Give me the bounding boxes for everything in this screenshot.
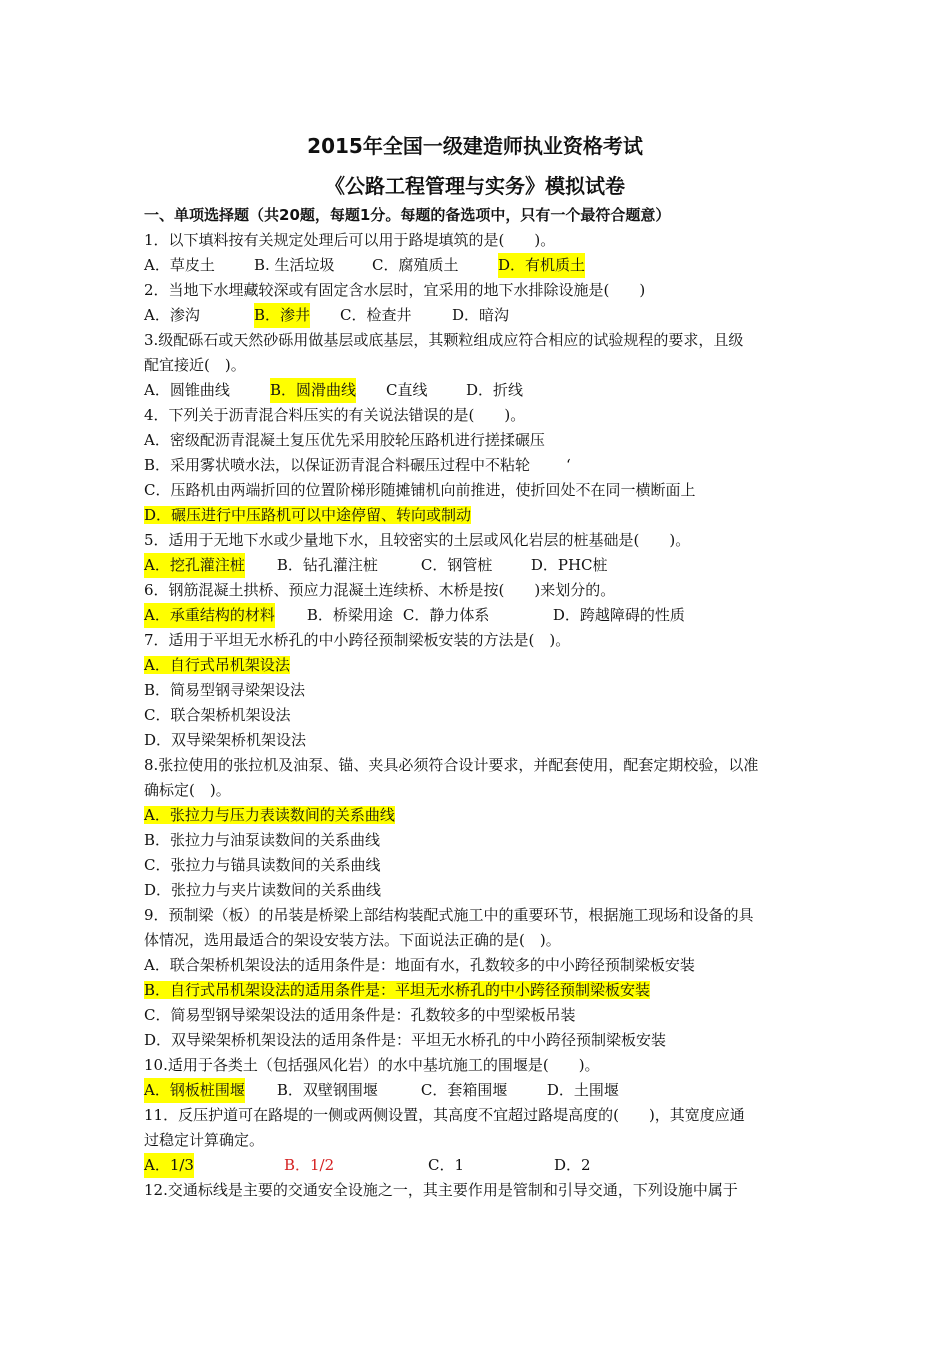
option-c: C．静力体系 bbox=[402, 606, 490, 624]
question-list bbox=[144, 203, 812, 1203]
question-stem: 11．反压护道可在路堤的一侧或两侧设置，其高度不宜超过路堤高度的( )，其宽度应通 bbox=[144, 1106, 745, 1124]
option-d: D．张拉力与夹片读数间的关系曲线 bbox=[144, 881, 382, 899]
question-stem: 9．预制梁（板）的吊装是桥梁上部结构装配式施工中的重要环节，根据施工现场和设备的具 bbox=[144, 906, 754, 924]
question-stem: 4．下列关于沥青混合料压实的有关说法错误的是( )。 bbox=[144, 406, 526, 424]
option-row bbox=[144, 553, 812, 578]
option-d: D．折线 bbox=[466, 381, 524, 399]
question-stem: 12.交通标线是主要的交通安全设施之一，其主要作用是管制和引导交通，下列设施中属于 bbox=[144, 1181, 738, 1199]
question-stem: 3.级配砾石或天然砂砾用做基层或底基层，其颗粒组成应符合相应的试验规程的要求，且级 bbox=[144, 331, 744, 349]
tick-mark: ‘ bbox=[566, 456, 571, 474]
option-c: C．钢管桩 bbox=[420, 556, 493, 574]
option-row bbox=[144, 603, 812, 628]
option-b: B．桥梁用途 bbox=[306, 606, 393, 624]
option-b: B．简易型钢寻梁架设法 bbox=[144, 681, 306, 699]
option-d: D．双导梁架桥机架设法 bbox=[144, 731, 307, 749]
option-d: D．土围堰 bbox=[546, 1081, 619, 1099]
option-row bbox=[144, 1153, 812, 1178]
question-stem: 8.张拉使用的张拉机及油泵、锚、夹具必须符合设计要求，并配套使用，配套定期校验，以准 bbox=[144, 756, 759, 774]
option-a-answer: A．张拉力与压力表读数间的关系曲线 bbox=[144, 806, 395, 824]
question-stem: 10.适用于各类土（包括强风化岩）的水中基坑施工的围堰是( )。 bbox=[144, 1056, 600, 1074]
question-stem-cont: 确标定( )。 bbox=[144, 781, 231, 799]
option-row bbox=[144, 378, 812, 403]
option-b: B．双壁钢围堰 bbox=[276, 1081, 378, 1099]
option-row bbox=[144, 303, 812, 328]
option-a-answer: A．钢板桩围堰 bbox=[144, 1078, 245, 1103]
option-c: C．腐殖质土 bbox=[372, 256, 459, 274]
option-a: A．草皮土 bbox=[144, 256, 215, 274]
option-d: D．暗沟 bbox=[452, 306, 510, 324]
option-d: D．PHC桩 bbox=[530, 556, 608, 574]
option-b: B．采用雾状喷水法，以保证沥青混合料碾压过程中不粘轮 ‘ bbox=[144, 456, 571, 474]
option-b-answer: B．圆滑曲线 bbox=[270, 378, 356, 403]
option-a: A．密级配沥青混凝土复压优先采用胶轮压路机进行搓揉碾压 bbox=[144, 431, 545, 449]
option-a-answer: A．自行式吊机架设法 bbox=[144, 656, 290, 674]
option-c: C．压路机由两端折回的位置阶梯形随摊铺机向前推进，使折回处不在同一横断面上 bbox=[144, 481, 696, 499]
question-stem-cont: 体情况，选用最适合的架设安装方法。下面说法正确的是( )。 bbox=[144, 931, 561, 949]
question-stem: 6．钢筋混凝土拱桥、预应力混凝土连续桥、木桥是按( )来划分的。 bbox=[144, 581, 616, 599]
option-a-answer: A．承重结构的材料 bbox=[144, 603, 275, 628]
question-stem-cont: 过稳定计算确定。 bbox=[144, 1131, 265, 1149]
option-c: C．1 bbox=[427, 1156, 465, 1174]
question-stem: 7．适用于平坦无水桥孔的中小跨径预制梁板安装的方法是( )。 bbox=[144, 631, 571, 649]
option-b-answer: B．渗井 bbox=[254, 303, 310, 328]
section-heading: 一、单项选择题（共20题，每题1分。每题的备选项中，只有一个最符合题意） bbox=[144, 206, 671, 224]
option-b: B．张拉力与油泵读数间的关系曲线 bbox=[144, 831, 381, 849]
option-b-answer: B．自行式吊机架设法的适用条件是：平坦无水桥孔的中小跨径预制梁板安装 bbox=[144, 981, 651, 999]
option-a: A．联合架桥机架设法的适用条件是：地面有水，孔数较多的中小跨径预制梁板安装 bbox=[144, 956, 695, 974]
option-a: A．圆锥曲线 bbox=[144, 381, 230, 399]
option-a-answer: A．挖孔灌注桩 bbox=[144, 553, 245, 578]
option-c: C．张拉力与锚具读数间的关系曲线 bbox=[144, 856, 381, 874]
option-b: B．钻孔灌注桩 bbox=[276, 556, 378, 574]
option-c: C．联合架桥机架设法 bbox=[144, 706, 291, 724]
option-b: B. 生活垃圾 bbox=[254, 256, 335, 274]
option-d-answer: D．有机质土 bbox=[498, 253, 585, 278]
option-c: C直线 bbox=[386, 381, 428, 399]
option-row bbox=[144, 1078, 812, 1103]
option-d-answer: D．碾压进行中压路机可以中途停留、转向或制动 bbox=[144, 506, 472, 524]
option-a: A．渗沟 bbox=[144, 306, 200, 324]
option-d: D．跨越障碍的性质 bbox=[552, 606, 685, 624]
question-stem-cont: 配宜接近( )。 bbox=[144, 356, 246, 374]
option-d: D．2 bbox=[553, 1156, 591, 1174]
option-a-answer: A．1/3 bbox=[144, 1153, 194, 1178]
question-stem: 5．适用于无地下水或少量地下水，且较密实的土层或风化岩层的桩基础是( )。 bbox=[144, 531, 691, 549]
exam-subtitle: 《公路工程管理与实务》模拟试卷 bbox=[325, 174, 625, 198]
option-d: D．双导梁架桥机架设法的适用条件是：平坦无水桥孔的中小跨径预制梁板安装 bbox=[144, 1031, 667, 1049]
question-stem: 1．以下填料按有关规定处理后可以用于路堤填筑的是( )。 bbox=[144, 231, 556, 249]
question-stem: 2．当地下水埋藏较深或有固定含水层时，宜采用的地下水排除设施是( ) bbox=[144, 281, 646, 299]
option-c: C．简易型钢导梁架设法的适用条件是：孔数较多的中型梁板吊装 bbox=[144, 1006, 576, 1024]
option-b-red: B．1/2 bbox=[283, 1156, 335, 1174]
option-c: C．检查井 bbox=[340, 306, 412, 324]
exam-title: 2015年全国一级建造师执业资格考试 bbox=[307, 134, 643, 158]
option-c: C．套箱围堰 bbox=[420, 1081, 508, 1099]
option-row bbox=[144, 253, 812, 278]
